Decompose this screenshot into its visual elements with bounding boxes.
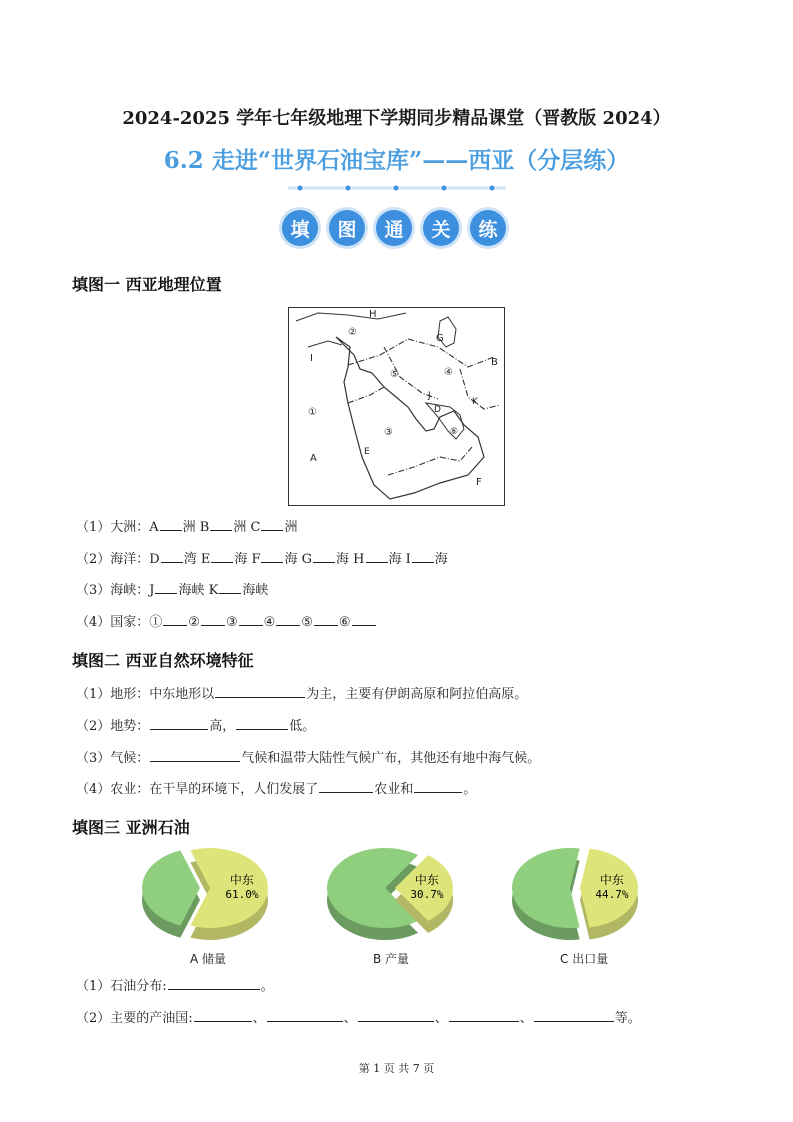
badge-tong: 通 <box>376 210 412 246</box>
answer-blank[interactable] <box>150 748 240 762</box>
pie-label-value: 44.7% <box>595 888 629 901</box>
answer-blank[interactable] <box>314 612 338 626</box>
section-heading-environment: 填图二 西亚自然环境特征 <box>72 651 254 670</box>
map-label-i: I <box>310 353 313 364</box>
map-label-1: ① <box>308 407 317 418</box>
map-label-a: A <box>310 453 317 464</box>
map-label-5: ⑤ <box>390 369 399 380</box>
answer-blank[interactable] <box>534 1008 614 1022</box>
question-countries: （4）国家：① ② ③ ④ ⑤ ⑥ <box>76 612 377 632</box>
map-label-3: ③ <box>384 427 393 438</box>
pie-label-name: 中东 <box>229 873 254 887</box>
answer-blank[interactable] <box>319 779 373 793</box>
answer-blank[interactable] <box>276 612 300 626</box>
map-label-g: G <box>436 333 444 344</box>
question-landform: （1）地形：中东地形以 为主，主要有伊朗高原和阿拉伯高原。 <box>76 684 527 704</box>
answer-blank[interactable] <box>210 517 232 531</box>
section-heading-location: 填图一 西亚地理位置 <box>72 275 222 294</box>
badge-tu: 图 <box>329 210 365 246</box>
answer-blank[interactable] <box>155 580 177 594</box>
document-title: 2024-2025 学年七年级地理下学期同步精品课堂（晋教版 2024） <box>122 108 671 129</box>
answer-blank[interactable] <box>449 1008 519 1022</box>
question-straits: （3）海峡：J 海峡 K 海峡 <box>76 580 268 600</box>
answer-blank[interactable] <box>412 549 434 563</box>
west-asia-map <box>288 307 505 506</box>
answer-blank[interactable] <box>261 517 283 531</box>
answer-blank[interactable] <box>211 549 233 563</box>
pie-caption-production: B 产量 <box>373 952 410 966</box>
badge-lian: 练 <box>470 210 506 246</box>
title-decoration <box>286 182 508 194</box>
pie-0 <box>142 848 268 940</box>
answer-blank[interactable] <box>160 517 182 531</box>
answer-blank[interactable] <box>236 716 288 730</box>
pie-caption-reserves: A 储量 <box>190 952 227 966</box>
question-oil-countries: （2）主要的产油国: 、 、 、 、 等。 <box>76 1008 641 1028</box>
map-label-k: K <box>472 397 478 407</box>
answer-blank[interactable] <box>201 612 225 626</box>
answer-blank[interactable] <box>261 549 283 563</box>
badge-tian: 填 <box>282 210 318 246</box>
question-terrain: （2）地势： 高， 低。 <box>76 716 315 736</box>
pie-label-name: 中东 <box>414 873 439 887</box>
map-label-4: ④ <box>444 367 453 378</box>
answer-blank[interactable] <box>219 580 241 594</box>
pie-1 <box>327 848 453 940</box>
answer-blank[interactable] <box>168 976 260 990</box>
map-label-2: ② <box>348 327 357 338</box>
answer-blank[interactable] <box>163 612 187 626</box>
map-label-6: ⑥ <box>450 427 459 437</box>
answer-blank[interactable] <box>414 779 462 793</box>
pie-label-name: 中东 <box>599 873 624 887</box>
answer-blank[interactable] <box>150 716 208 730</box>
answer-blank[interactable] <box>239 612 263 626</box>
answer-blank[interactable] <box>352 612 376 626</box>
answer-blank[interactable] <box>366 549 388 563</box>
answer-blank[interactable] <box>267 1008 343 1022</box>
map-label-h: H <box>369 309 377 320</box>
map-label-e: E <box>364 447 370 457</box>
question-oil-distribution: （1）石油分布: 。 <box>76 976 274 996</box>
question-continents: （1）大洲：A 洲 B 洲 C 洲 <box>76 517 297 537</box>
section-heading-oil: 填图三 亚洲石油 <box>72 818 190 837</box>
question-seas: （2）海洋：D 湾 E 海 F 海 G 海 H 海 I 海 <box>76 549 448 569</box>
map-label-f: F <box>476 477 482 488</box>
pie-2 <box>512 848 638 940</box>
question-climate: （3）气候： 气候和温带大陆性气候广布，其他还有地中海气候。 <box>76 748 540 768</box>
pie-label-value: 61.0% <box>225 888 259 901</box>
map-label-d: D <box>434 405 441 415</box>
map-label-j: J <box>428 391 431 401</box>
answer-blank[interactable] <box>313 549 335 563</box>
page-footer: 第 1 页 共 7 页 <box>358 1062 435 1075</box>
map-label-b: B <box>491 357 498 368</box>
pie-label-value: 30.7% <box>410 888 444 901</box>
answer-blank[interactable] <box>358 1008 434 1022</box>
pie-caption-export: C 出口量 <box>560 952 609 966</box>
answer-blank[interactable] <box>215 684 305 698</box>
answer-blank[interactable] <box>194 1008 252 1022</box>
question-agriculture: （4）农业：在干旱的环境下，人们发展了 农业和 。 <box>76 779 476 799</box>
badge-guan: 关 <box>423 210 459 246</box>
lesson-title: 6.2 走进“世界石油宝库”——西亚（分层练） <box>163 147 630 174</box>
answer-blank[interactable] <box>161 549 183 563</box>
oil-pie-charts <box>140 844 670 948</box>
